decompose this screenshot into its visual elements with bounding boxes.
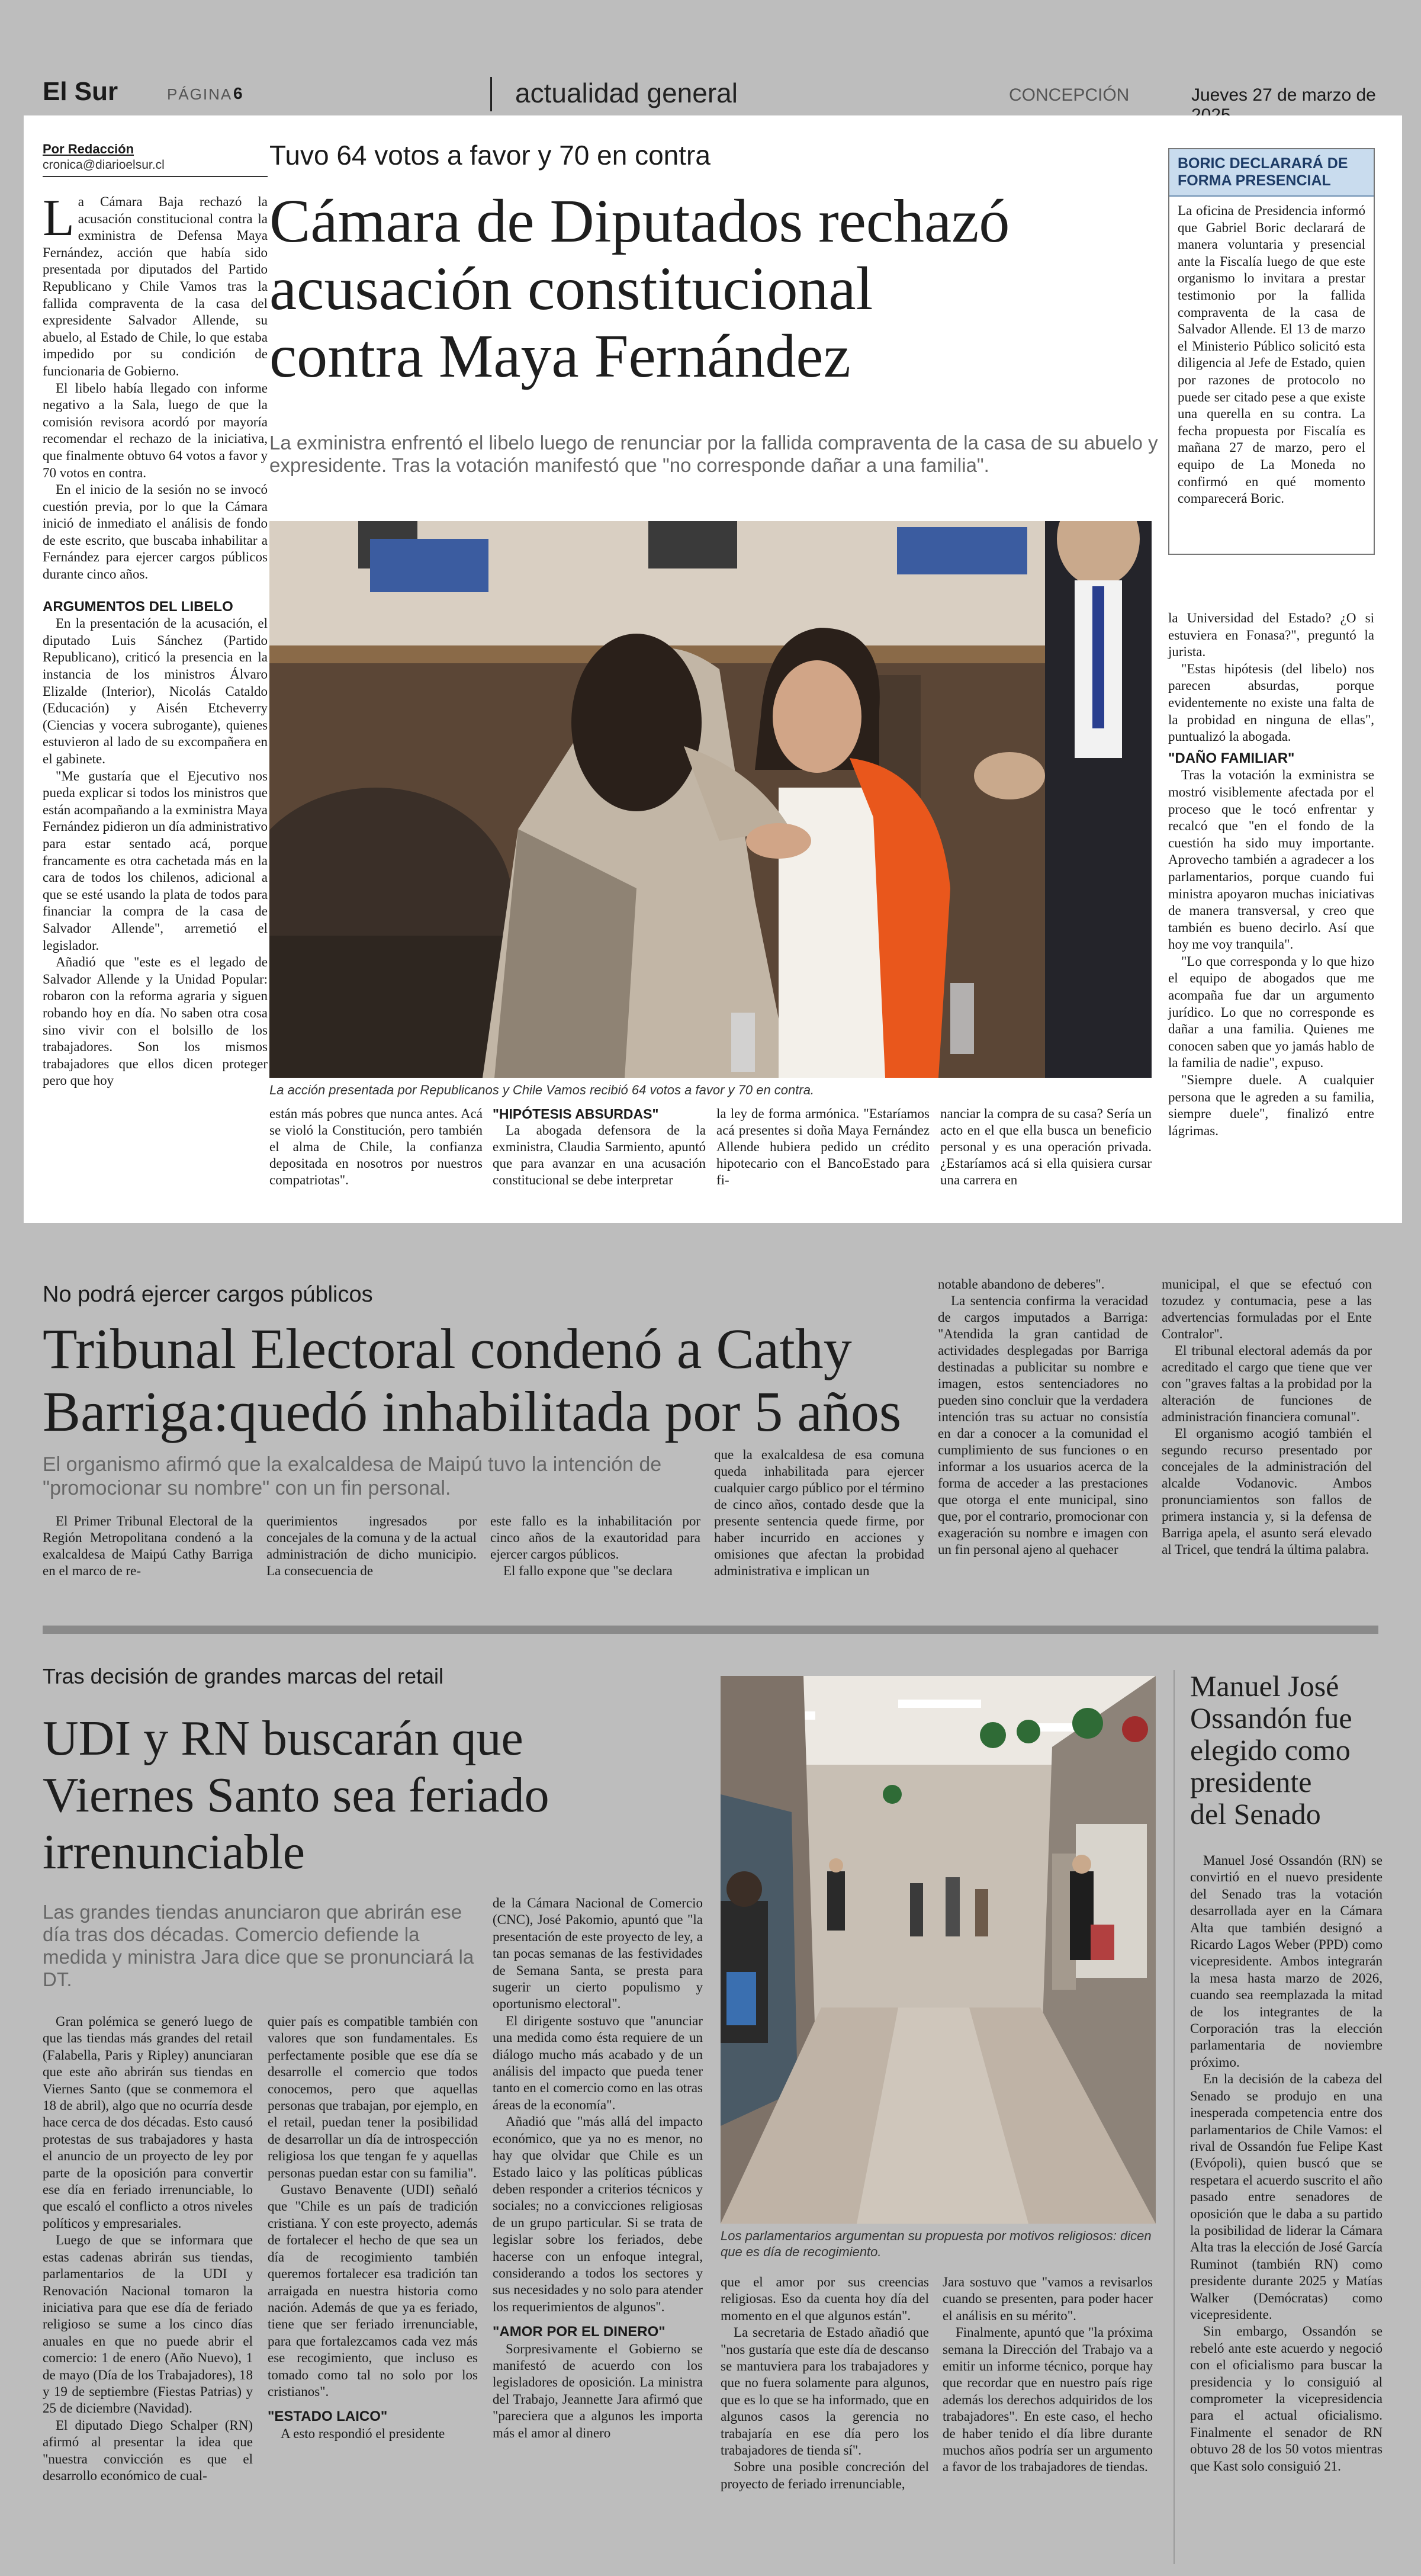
- headline-line: Manuel José: [1190, 1669, 1339, 1703]
- paragraph: "Me gustaría que el Ejecutivo nos pueda explicar si todos los ministros que están acompañando a la exministra Maya Fernández pidieron un día administrativo para estar sentado acá, porque francamente es otra cachetada más en la cara de todos los chilenos, adicional a que se esté usando la plata de todos para financiar la compra de la casa de Salvador Allende", arremetió el legislador.: [43, 768, 268, 953]
- headline-line: Cámara de Diputados rechazó: [269, 187, 1010, 255]
- photo-hug: [269, 521, 1152, 1078]
- paragraph: El fallo expone que "se declara: [503, 1563, 673, 1578]
- headline-line: acusación constitucional: [269, 255, 873, 323]
- article3-col2: [268, 2013, 478, 2442]
- paragraph: Tras la votación la exministra se mostró visiblemente afectada por el proceso que le tocó enfrentar y recalcó que "en el fondo de la cuestión ha sido muy importante. Aprovecho también a agradecer a los parlamentarios, porque cuando fui ministra apoyaron muchas iniciativas de manera transversal, y creo que también es bueno decirlo. Así que hoy me voy tranquila".: [1168, 767, 1374, 952]
- article1-col3: [493, 1106, 706, 1189]
- photo-illustration: [721, 1676, 1156, 2224]
- kicker: Tuvo 64 votos a favor y 70 en contra: [269, 140, 710, 171]
- paragraph: En el inicio de la sesión no se invocó cuestión previa, por lo que la Cámara inició de inmediato el análisis de fondo de este escrito, que buscaba inhabilitar a Fernández para ejercer cargos públicos durante cinco años.: [43, 482, 268, 582]
- article-cathy-barriga: [43, 1276, 1387, 1602]
- header-divider: [490, 77, 492, 111]
- paragraph: "Siempre duele. A cualquier persona que le agreden a su familia, siempre duele", finalizó entre lágrimas.: [1168, 1072, 1374, 1138]
- headline: [269, 188, 1158, 390]
- drop-cap: L: [43, 189, 75, 247]
- headline-line: del Senado: [1190, 1797, 1321, 1830]
- paragraph: la ley de forma armónica. "Estaríamos acá presentes si doña Maya Fernández Allende hubiera pedido un crédito hipotecario con el BancoEstado para fi-: [716, 1106, 930, 1187]
- subheading: "AMOR POR EL DINERO": [493, 2324, 666, 2340]
- headline-line: Ossandón fue: [1190, 1701, 1352, 1735]
- paragraph: la Universidad del Estado? ¿O si estuviera en Fonasa?", preguntó la jurista.: [1168, 611, 1374, 660]
- photo-caption: Los parlamentarios argumentan su propuesta por motivos religiosos: dicen que es día de recogimiento.: [721, 2228, 1152, 2259]
- paragraph: La abogada defensora de la exministra, Claudia Sarmiento, apuntó que para avanzar en una acusación constitucional se debe interpretar: [493, 1123, 706, 1187]
- article1-col2: [269, 1106, 483, 1189]
- paragraph: La secretaria de Estado añadió que "nos gustaría que este día de descanso se mantuviera para los trabajadores y que no fuera solamente para algunos, que es lo que se ha informado, que en algunos casos la gerencia no trabajaría en ese día pero los trabajadores de tienda sí".: [721, 2325, 929, 2458]
- paragraph: de la Cámara Nacional de Comercio (CNC), José Pakomio, apuntó que "la presentación de este proyecto de ley, a tan pocas semanas de las festividades de Semana Santa, se presta para sugerir un cierto populismo y oportunismo electoral".: [493, 1896, 703, 2012]
- byline-rule: [43, 176, 268, 177]
- article2-col6: [1162, 1276, 1372, 1558]
- headline-line: elegido como: [1190, 1733, 1351, 1766]
- paragraph: municipal, el que se efectuó con tozudez y contumacia, pese a las advertencias formuladas por el Ente Contralor".: [1162, 1277, 1372, 1341]
- page-number: 6: [233, 84, 243, 102]
- section-separator: [43, 1626, 1378, 1634]
- article1-col5: [940, 1106, 1152, 1189]
- box-title: BORIC DECLARARÁ DE FORMA PRESENCIAL: [1169, 149, 1374, 197]
- section-name: actualidad general: [515, 78, 738, 108]
- paragraph: Añadió que "este es el legado de Salvador Allende y la Unidad Popular: robaron con la reforma agraria y siguen robando hoy en día. No saben otra cosa sino vivir con el bolsillo de los trabajadores. Son los mismos trabajadores que ellos dicen proteger pero que hoy: [43, 955, 268, 1088]
- headline-line: UDI y RN buscarán que: [43, 1711, 523, 1766]
- kicker: Tras decisión de grandes marcas del retail: [43, 1664, 443, 1688]
- paragraph: El tribunal electoral además da por acreditado el cargo que tiene que ver con "graves faltas a la probidad por la alteración de funciones de administración financiera comunal".: [1162, 1343, 1372, 1424]
- article2-col3: [490, 1513, 700, 1579]
- headline-line: presidente: [1190, 1765, 1312, 1798]
- column-rule: [1174, 1670, 1175, 2564]
- kicker: No podrá ejercer cargos públicos: [43, 1282, 373, 1307]
- subheading: "ESTADO LAICO": [268, 2408, 388, 2425]
- box-text: La oficina de Presidencia informó que Gabriel Boric declarará de manera voluntaria y presencial ante la Fiscalía luego de que este organismo lo invitara a prestar testimonio por la fallida compraventa de la casa de Salvador Allende. El 13 de marzo el Ministerio Público solicitó esta diligencia al Jefe de Estado, quien por razones de protocolo no puede ser citado pese a que existe una querella en su contra. La fecha propuesta por Fiscalía es mañana 27 de marzo, pero el equipo de La Moneda no confirmó en qué momento comparecerá Boric.: [1178, 203, 1365, 506]
- paragraph: Luego de que se informara que estas cadenas abrirán sus tiendas, parlamentarios de la UDI y Renovación Nacional tomaron la iniciativa para que ese día de feriado religioso se sume a los cinco días anuales en que no puede abrir el comercio: 1 de enero (Año Nuevo), 1 de mayo (Día de los Trabajadores), 18 y 19 de septiembre (Fiestas Patrias) y 25 de diciembre (Navidad).: [43, 2233, 253, 2416]
- deck: Las grandes tiendas anunciaron que abrirán ese día tras dos décadas. Comercio defiende la medida y ministra Jara dice que se pronunciará la DT.: [43, 1901, 474, 1990]
- city-name: CONCEPCIÓN: [1009, 85, 1130, 105]
- paragraph: notable abandono de deberes".: [938, 1277, 1105, 1292]
- paragraph: a Cámara Baja rechazó la acusación constitucional contra la exministra de Defensa Maya Fernández, acción que había sido presentada por diputados del Partido Republicano y Chile Vamos tras la fallida compraventa de la casa del expresidente Salvador Allende, su abuelo, al Estado de Chile, lo que estaba impedido por su condición de funcionaria de Gobierno.: [43, 194, 268, 378]
- article4-body: [1190, 1852, 1383, 2475]
- paragraph: Añadió que "más allá del impacto económico, que ya no es menor, no hay que olvidar que Chile es un Estado laico y las políticas públicas deben responder a criterios técnicos y sociales; no a convicciones religiosas de un grupo particular. Si se trata de legislar sobre los feriados, debe hacerse con un enfoque integral, considerando a todos los sectores y sus necesidades y no solo para atender los requerimientos de algunos".: [493, 2114, 703, 2314]
- article-ossandon: [1190, 1670, 1383, 2570]
- paragraph: quier país es compatible también con valores que son fundamentales. Es perfectamente posible que ese día se desarrolle el comercio que todos conocemos, pero que aquellas personas que trabajan, por ejemplo, en el retail, puedan tener la posibilidad de desarrollar un día de introspección religiosa los que tengan fe y aquellas personas puedan estar con su familia".: [268, 2014, 478, 2180]
- paragraph: El diputado Diego Schalper (RN) afirmó al presentar la idea que "nuestra convicción es que el desarrollo económico de cual-: [43, 2417, 253, 2483]
- headline-line: Viernes Santo sea feriado: [43, 1768, 549, 1823]
- headline-line: irrenunciable: [43, 1825, 306, 1880]
- photo-mall: [721, 1676, 1156, 2224]
- paragraph: El Primer Tribunal Electoral de la Región Metropolitana condenó a la exalcaldesa de Maipú Cathy Barriga en el marco de re-: [43, 1514, 253, 1578]
- masthead: [43, 77, 1378, 113]
- paragraph: Sorpresivamente el Gobierno se manifestó de acuerdo con los legisladores de oposición. La ministra del Trabajo, Jeannette Jara afirmó que "pareciera que a algunos les importa más el amor al dinero: [493, 2341, 703, 2440]
- paragraph: querimientos ingresados por concejales de la comuna y de la actual administración de dicho municipio. La consecuencia de: [266, 1514, 477, 1578]
- article1-col1: [43, 189, 268, 1090]
- headline-line: Barriga:quedó inhabilitada por 5 años: [43, 1380, 902, 1443]
- article3-col5: [943, 2274, 1153, 2476]
- paragraph: El libelo había llegado con informe negativo a la Sala, luego de que la comisión revisora acordó por mayoría recomendar el rechazo de la iniciativa, que finalmente obtuvo 64 votos a favor y 70 votos en contra.: [43, 380, 268, 480]
- deck: El organismo afirmó que la exalcaldesa de Maipú tuvo la intención de "promocionar su nombre" con un fin personal.: [43, 1453, 662, 1499]
- subheading: "DAÑO FAMILIAR": [1168, 750, 1295, 766]
- paragraph: que la exalcaldesa de esa comuna queda inhabilitada para ejercer cualquier cargo público por el término de cinco años, contado desde que la presente sentencia quede firme, por haber incurrido en acciones y omisiones que afectan la probidad administrativa e implican un: [714, 1447, 924, 1578]
- byline: [43, 142, 268, 177]
- subheading: "HIPÓTESIS ABSURDAS": [493, 1106, 659, 1122]
- article2-col1: [43, 1513, 253, 1579]
- headline: [1190, 1670, 1383, 1830]
- paragraph: Gran polémica se generó luego de que las tiendas más grandes del retail (Falabella, Paris y Ripley) anunciaran que este año abrirán sus tiendas en Viernes Santo (que se conmemora el 18 de abril), algo que no ocurría desde hace cerca de dos décadas. Esto causó protestas de sus trabajadores y hasta el anuncio de un proyecto de ley por parte de la oposición para convertir ese día en feriado irrenunciable, lo que escaló el conflicto a otros niveles políticos y empresariales.: [43, 2014, 253, 2231]
- paragraph: "Estas hipótesis (del libelo) nos parecen absurdas, porque evidentemente no existe una falta de la probidad en ninguna de ellas", puntualizó la abogada.: [1168, 661, 1374, 744]
- paragraph: nanciar la compra de su casa? Sería un acto en el que ella busca un beneficio personal y es una operación privada. ¿Estaríamos acá si ella quisiera cursar una carrera en: [940, 1106, 1152, 1187]
- paragraph: Jara sostuvo que "vamos a revisarlos cuando se presenten, para poder hacer el análisis en su mérito".: [943, 2275, 1153, 2323]
- headline-line: contra Maya Fernández: [269, 322, 851, 390]
- article3-col3: [493, 1895, 703, 2442]
- paragraph: están más pobres que nunca antes. Acá se violó la Constitución, pero también el alma de Chile, la confianza depositada en nosotros por nuestros compatriotas".: [269, 1106, 483, 1187]
- headline: [43, 1318, 943, 1443]
- headline: [43, 1710, 694, 1881]
- paragraph: Finalmente, apuntó que "la próxima semana la Dirección del Trabajo va a emitir un informe técnico, porque hay que recordar que en nuestro país rige además los derechos adquiridos de los trabajadores". En este caso, el hecho de haber tenido el día libre durante muchos años podría ser un argumento a favor de los trabajadores de tiendas.: [943, 2325, 1153, 2475]
- article2-col5: [938, 1276, 1148, 1558]
- page-label: PÁGINA: [167, 85, 233, 103]
- byline-name: Por Redacción: [43, 142, 134, 156]
- article1-col4: [716, 1106, 930, 1189]
- article-viernes-santo: [43, 1658, 1168, 2570]
- article3-col4: [721, 2274, 929, 2493]
- paragraph: En la decisión de la cabeza del Senado se produjo en una inesperada competencia entre dos parlamentarios de Chile Vamos: el rival de Ossandón fue Felipe Kast (Evópoli), quien buscó que se respetara el acuerdo suscrito el año pasado entre senadores de oposición que le daba a su partido la posibilidad de liderar la Cámara Alta tras la elección de José García Ruminot (también RN) como presidente durante 2025 y Matías Walker (Demócratas) como vicepresidente.: [1190, 2071, 1383, 2322]
- paragraph: Gustavo Benavente (UDI) señaló que "Chile es un país de tradición cristiana. Y con este proyecto, además de fortalecer el hecho de que sea un día de recogimiento también queremos fortalecer esa tradición tan arraigada en nuestra historia como nación. Además de que ya es feriado, tiene que ser feriado irrenunciable, para que fortalezcamos cada vez más ese recogimiento, que incluso es tomado como tal no solo por los cristianos".: [268, 2182, 478, 2399]
- sidebar-box: [1168, 148, 1375, 555]
- paragraph: Sobre una posible concreción del proyecto de feriado irrenunciable,: [721, 2459, 929, 2491]
- paragraph: que el amor por sus creencias religiosas. Eso da cuenta hoy día del momento en el que algunos están".: [721, 2275, 929, 2323]
- photo-caption: La acción presentada por Republicanos y Chile Vamos recibió 64 votos a favor y 70 en contra.: [269, 1083, 815, 1097]
- paragraph: El dirigente sostuvo que "anunciar una medida como ésta requiere de un diálogo mucho más acabado y de un análisis del impacto que pueda tener tanto en el comercio como en las otras áreas de la economía".: [493, 2013, 703, 2112]
- brand-name: El Sur: [43, 77, 118, 106]
- paragraph: Manuel José Ossandón (RN) se convirtió en el nuevo presidente del Senado tras la votación desarrollada ayer en la Cámara Alta que también designó a Ricardo Lagos Weber (PPD) como vicepresidente. Ambos integrarán la mesa hasta marzo de 2026, cuando sea reemplazada la mitad de los integrantes de la Corporación tras la elección parlamentaria de noviembre próximo.: [1190, 1853, 1383, 2070]
- paragraph: A esto respondió el presidente: [281, 2426, 445, 2441]
- paragraph: El organismo acogió también el segundo recurso presentado por concejales de la administración del alcalde Vodanovic. Ambos pronunciamientos son fallos de primera instancia y, si la defensa de Barriga apela, el asunto será elevado al Tricel, que tendrá la última palabra.: [1162, 1426, 1372, 1557]
- article-maya-fernandez: [24, 115, 1402, 1223]
- deck: La exministra enfrentó el libelo luego de renunciar por la fallida compraventa de la casa de su abuelo y expresidente. Tras la votación manifestó que "no corresponde dañar a una familia".: [269, 432, 1158, 476]
- paragraph: En la presentación de la acusación, el diputado Luis Sánchez (Partido Republicano), criticó la presencia en la instancia de los ministros Álvaro Elizalde (Interior), Nicolás Cataldo (Educación) y Aisén Etcheverry (Ciencias y vocera subrogante), quienes estuvieron al lado de su excompañera en el gabinete.: [43, 616, 268, 766]
- article1-right-col: [1168, 610, 1374, 1139]
- paragraph: Sin embargo, Ossandón se rebeló ante este acuerdo y negoció con el oficialismo para buscar la presidencia y lo consiguió al comprometer la vicepresidencia para el actual oficialismo. Finalmente el senador de RN obtuvo 28 de los 50 votos mientras que Kast solo consiguió 21.: [1190, 2324, 1383, 2474]
- subheading: ARGUMENTOS DEL LIBELO: [43, 598, 233, 615]
- paragraph: La sentencia confirma la veracidad de cargos imputados a Barriga: "Atendida la gran cantidad de actividades desplegadas por Barriga destinadas a publicitar su nombre e imagen, estos sentenciadores no pueden sino concluir que la verdadera intención tras su actuar no consistía en dar a conocer a la comunidad el cumplimiento de sus funciones o en informar a los usuarios acerca de la forma de acceder a las prestaciones que otorga el ente municipal, sino que, por el contrario, promocionar con exageración su nombre e imagen con un fin personal ajeno al quehacer: [938, 1293, 1148, 1557]
- byline-email: cronica@diarioelsur.cl: [43, 158, 165, 172]
- paragraph: "Lo que corresponda y lo que hizo el equipo de abogados que me acompaña fue dar un argumento jurídico. Lo que no corresponde es dañar a una familia. Quienes me conocen saben que yo jamás hablo de la familia de nadie", expuso.: [1168, 953, 1374, 1071]
- article2-col2: [266, 1513, 477, 1579]
- paragraph: este fallo es la inhabilitación por cinco años de la exautoridad para ejercer cargos públicos.: [490, 1514, 700, 1562]
- photo-illustration: [269, 521, 1152, 1078]
- issue-date: Jueves 27 de marzo de: [1191, 85, 1376, 105]
- headline-line: Tribunal Electoral condenó a Cathy: [43, 1317, 852, 1380]
- article3-col1: [43, 2013, 253, 2484]
- article2-col4: [714, 1447, 924, 1579]
